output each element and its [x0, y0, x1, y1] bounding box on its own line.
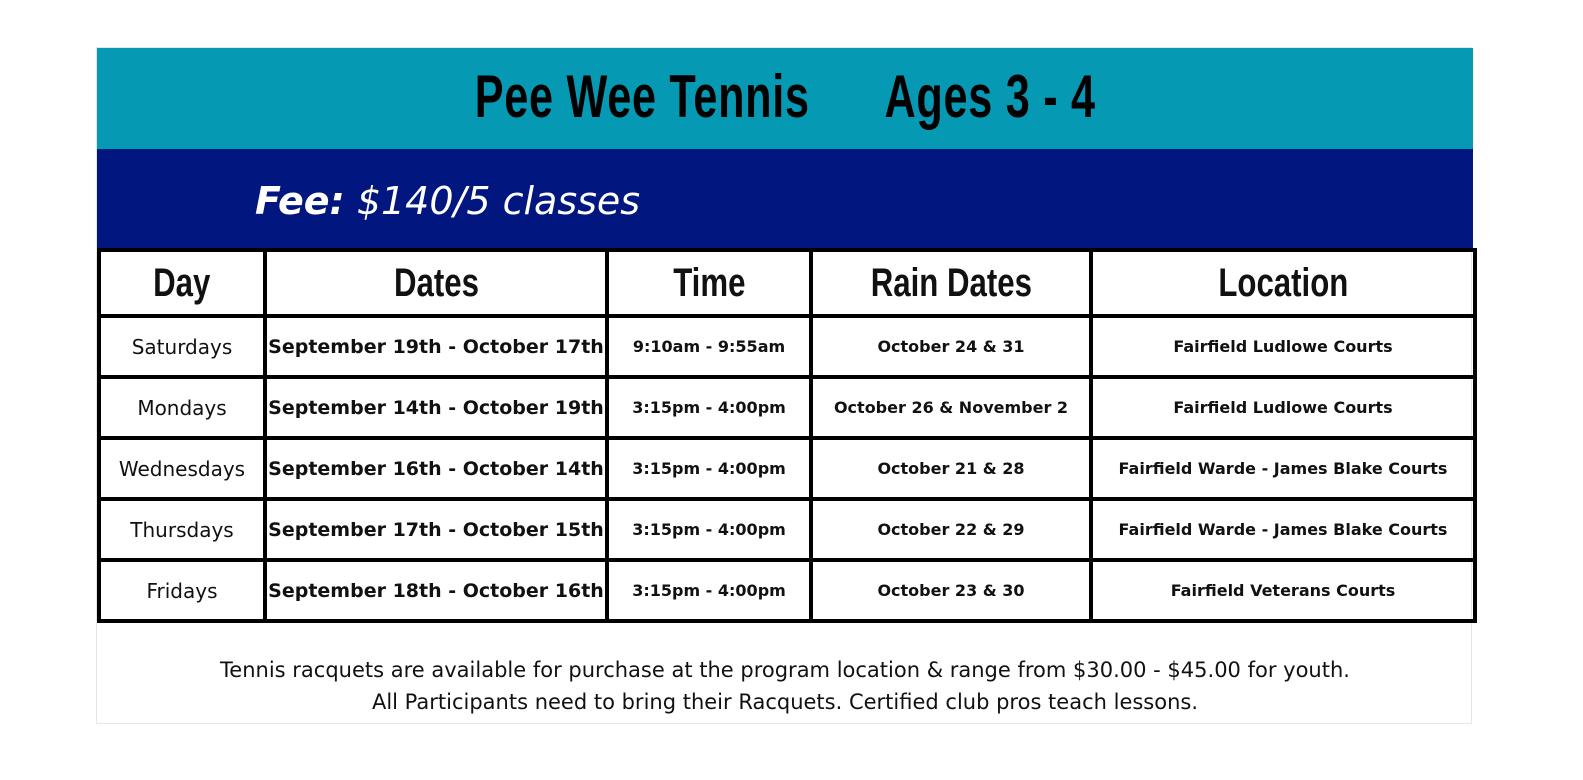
fee-banner: [97, 149, 1473, 248]
cell-location: Fairfield Warde - James Blake Courts: [1091, 438, 1475, 499]
cell-time: 9:10am - 9:55am: [607, 316, 811, 377]
cell-time: 3:15pm - 4:00pm: [607, 499, 811, 560]
cell-rain-dates: October 26 & November 2: [811, 377, 1091, 438]
column-header-day: Day: [99, 250, 265, 316]
cell-dates: September 14th - October 19th: [265, 377, 607, 438]
cell-rain-dates: October 24 & 31: [811, 316, 1091, 377]
cell-location: Fairfield Ludlowe Courts: [1091, 316, 1475, 377]
cell-time: 3:15pm - 4:00pm: [607, 377, 811, 438]
table-row: [99, 377, 1475, 438]
cell-day: Saturdays: [99, 316, 265, 377]
footer-line-racquet-prices: Tennis racquets are available for purchase at the program location & range from $30.00 - $45.00 for youth.: [220, 658, 1350, 682]
cell-dates: September 17th - October 15th: [265, 499, 607, 560]
table-row: [99, 438, 1475, 499]
cell-time: 3:15pm - 4:00pm: [607, 438, 811, 499]
footer-line-participants: All Participants need to bring their Racquets. Certified club pros teach lessons.: [371, 690, 1199, 714]
table-row: [99, 499, 1475, 560]
cell-location: Fairfield Ludlowe Courts: [1091, 377, 1475, 438]
table-header-row: [99, 250, 1475, 316]
cell-day: Fridays: [99, 560, 265, 621]
cell-location: Fairfield Veterans Courts: [1091, 560, 1475, 621]
program-card: [96, 47, 1472, 724]
column-header-location: Location: [1091, 250, 1475, 316]
table-row: [99, 560, 1475, 621]
cell-time: 3:15pm - 4:00pm: [607, 560, 811, 621]
title-banner: [97, 48, 1473, 149]
cell-dates: September 16th - October 14th: [265, 438, 607, 499]
table-row: [99, 316, 1475, 377]
page-title: Pee Wee Tennis Ages 3 - 4: [474, 63, 1096, 130]
cell-rain-dates: October 21 & 28: [811, 438, 1091, 499]
fee-value: $140/5 classes: [344, 179, 641, 223]
cell-day: Thursdays: [99, 499, 265, 560]
cell-dates: September 18th - October 16th: [265, 560, 607, 621]
cell-rain-dates: October 23 & 30: [811, 560, 1091, 621]
fee-text: [255, 179, 640, 223]
column-header-time: Time: [607, 250, 811, 316]
fee-label: Fee:: [255, 179, 345, 223]
cell-location: Fairfield Warde - James Blake Courts: [1091, 499, 1475, 560]
column-header-rain-dates: Rain Dates: [811, 250, 1091, 316]
cell-day: Mondays: [99, 377, 265, 438]
column-header-dates: Dates: [265, 250, 607, 316]
footer-note: [97, 654, 1473, 718]
schedule-table: [97, 248, 1477, 623]
cell-dates: September 19th - October 17th: [265, 316, 607, 377]
cell-rain-dates: October 22 & 29: [811, 499, 1091, 560]
cell-day: Wednesdays: [99, 438, 265, 499]
